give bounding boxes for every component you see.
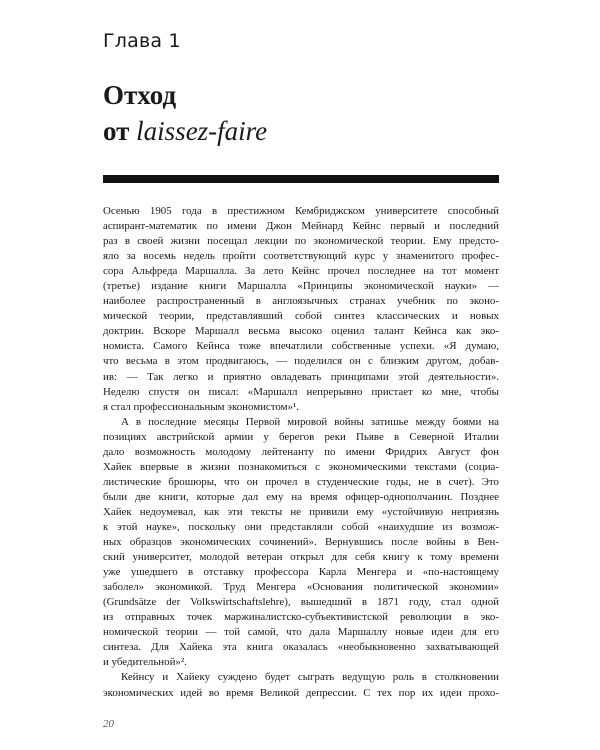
- text-line: экономических идей во время Великой депрессии. С тех пор их идеи прохо-: [103, 686, 499, 699]
- page-number: 20: [103, 718, 114, 730]
- paragraph: [103, 415, 499, 671]
- text-line: заболел» экономикой. Труд Менгера «Основания политической экономии»: [103, 581, 499, 594]
- text-line: ский университет, молодой ветеран открыл для себя книгу к тому времени: [103, 551, 499, 564]
- text-line: и убедительной»².: [103, 656, 187, 669]
- chapter-title: [103, 77, 267, 149]
- text-line: уже ушедшего в отставку профессора Карла Менгера и «по-настоящему: [103, 566, 499, 579]
- text-line: Осенью 1905 года в престижном Кембриджском университете способный: [103, 205, 499, 217]
- text-line: наиболее распространенный в англоязычных странах учебник по эконо-: [103, 295, 499, 308]
- text-line: доктрин. Вскоре Маршалл весьма высоко оценил талант Кейнса как эко-: [103, 325, 499, 338]
- text-line: номической теории — той самой, что дала Маршаллу новые идеи для его: [103, 626, 499, 639]
- paragraph: [103, 204, 499, 415]
- text-line: Хайек впервые в жизни познакомиться с экономическими текстами (социа-: [103, 460, 499, 473]
- text-line: к этой науке», поскольку они представляли собой «наихудшие из возмож-: [103, 520, 499, 533]
- text-line: Кейнсу и Хайеку суждено будет сыграть ведущую роль в столкновении: [121, 671, 499, 684]
- text-line: были две книги, которые дал ему на время офицер-однополчанин. Позднее: [103, 490, 499, 503]
- text-line: Хайек недоумевал, как эти тексты не привили ему «устойчивую неприязнь: [103, 505, 499, 518]
- text-line: сора Альфреда Маршалла. За лето Кейнс прочел последнее на тот момент: [103, 265, 499, 278]
- text-line: (Grundsätze der Volkswirtschaftslehre), вышедший в 1871 году, стал одной: [103, 596, 499, 609]
- text-line: ив: — Так легко и приятно овладевать принципами этой деятельности».: [103, 370, 499, 383]
- text-line: раз в своей жизни посещал лекции по экономической теории. Ему предсто-: [103, 235, 499, 248]
- text-line: аспирант-математик по имени Джон Мейнард Кейнс первый и последний: [103, 220, 499, 233]
- chapter-label: Глава 1: [103, 30, 181, 52]
- text-line: Неделю спустя он писал: «Маршалл непрерывно пристает ко мне, чтобы: [103, 385, 499, 398]
- text-line: что весьма в этом продвигаюсь, — поделился он с близким другом, добав-: [103, 355, 499, 368]
- body-text: [103, 204, 499, 701]
- text-line: позициях австрийской армии у берегов реки Пьяве в Северной Италии: [103, 430, 499, 443]
- title-line-2: [103, 113, 267, 149]
- paragraph: [103, 670, 499, 700]
- text-line: номиста. Самого Кейнса тоже впечатлили собственные успехи. «Я думаю,: [103, 340, 499, 353]
- text-line: я стал профессиональным экономистом»¹.: [103, 400, 299, 413]
- text-line: листические брошюры, что он прочел в студенческие годы, не в счет). Это: [103, 475, 499, 488]
- title-rule: [103, 175, 499, 183]
- text-line: синтеза. Для Хайека эта книга оказалась «необыкновенно захватывающей: [103, 641, 499, 654]
- text-line: (третье) издание книги Маршалла «Принципы экономической науки» —: [103, 280, 499, 293]
- text-line: из отправных точек маржиналистско-субъективистской революции в эко-: [103, 611, 499, 624]
- text-line: ных образцов экономических сочинений». Вернувшись после войны в Вен-: [103, 536, 499, 549]
- text-line: дало возможность молодому лейтенанту по имени Фридрих Август фон: [103, 445, 499, 458]
- text-line: яло за восемь недель пройти соответствующий курс у знаменитого профес-: [103, 250, 499, 263]
- text-line: А в последние месяцы Первой мировой войны затишье между боями на: [121, 415, 499, 428]
- title-line-1: Отход: [103, 80, 177, 110]
- title-line-2-prefix: от: [103, 116, 137, 146]
- title-line-2-italic: laissez-faire: [136, 116, 268, 146]
- text-line: мической теории, представлявший собой синтез классических и новых: [103, 310, 499, 323]
